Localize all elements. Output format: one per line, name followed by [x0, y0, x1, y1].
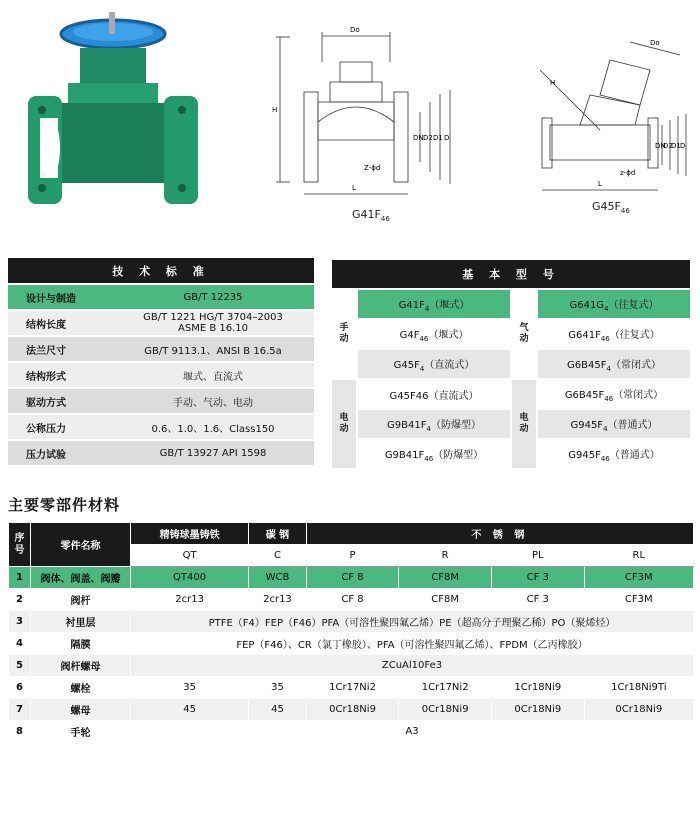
dim-d2: D2 [423, 134, 433, 142]
table-row: 7 螺母 45 45 0Cr18Ni9 0Cr18Ni9 0Cr18Ni9 0Cr18Ni9 [9, 699, 694, 721]
model-cell: $G9B41F_{46}$（防爆型） [357, 439, 511, 469]
model-cell: $G6B45F_4$（常闭式） [537, 349, 691, 379]
model-cell: $G9B41F_4$（防爆型） [357, 409, 511, 439]
dim2-d2: D2 [663, 142, 673, 150]
header-c: 碳 钢 [249, 523, 307, 545]
dim2-z: z-ϕd [620, 169, 636, 177]
table-row: 设计与制造 GB/T 12235 [8, 284, 314, 310]
model-cell: $G41F_4$（堰式） [357, 289, 511, 319]
dim2-do: Do [650, 39, 660, 47]
table-row: 8 手轮 A3 [9, 721, 694, 743]
table-row: 1 阀体、阀盖、阀瓣 QT400 WCB CF 8 CF8M CF 3 CF3M [9, 567, 694, 589]
dim-do: Do [350, 26, 360, 34]
dim2-d1: D1 [671, 142, 681, 150]
caption-g41: $G41F_{46}$ [352, 208, 390, 224]
table-row [331, 379, 691, 409]
dim2-d: D [680, 142, 686, 150]
dim2-dn: DN [655, 142, 666, 150]
basic-models-table [330, 258, 692, 470]
table-row: 3 衬里层 PTFE（F4）FEP（F46）PFA（可溶性聚四氟乙烯）PE（超高分子理聚乙稀）PO（聚烯烃） [9, 611, 694, 633]
models-title: 基 本 型 号 [331, 259, 691, 289]
std-title: 技 术 标 准 [8, 258, 314, 284]
sub-header: C [249, 545, 307, 567]
table-row: 结构形式 堰式、直流式 [8, 362, 314, 388]
sub-header: R [399, 545, 492, 567]
label-electric-right: 电 动 [511, 379, 537, 469]
materials-table [8, 522, 694, 743]
materials-title: 主要零部件材料 [8, 496, 121, 514]
dim-z: Z-ϕd [364, 164, 381, 172]
g41-technical-drawing [270, 22, 470, 202]
label-electric-left: 电 动 [331, 379, 357, 469]
table-row: 6 螺栓 35 35 1Cr17Ni2 1Cr17Ni2 1Cr18Ni9 1Cr18Ni9Ti [9, 677, 694, 699]
header-name: 零件名称 [31, 523, 131, 567]
label-pneumatic: 气 动 [511, 289, 537, 379]
table-row: 驱动方式 手动、气动、电动 [8, 388, 314, 414]
header-ss: 不 锈 钢 [306, 523, 693, 545]
dim2-l: L [598, 180, 602, 188]
sub-header: RL [584, 545, 693, 567]
model-cell: $G45F_4$（直流式） [357, 349, 511, 379]
model-cell: $G945F_{46}$（普通式） [537, 439, 691, 469]
table-row: 2 阀杆 2cr13 2cr13 CF 8 CF8M CF 3 CF3M [9, 589, 694, 611]
label-manual: 手 动 [331, 289, 357, 379]
dim-d1: D1 [433, 134, 443, 142]
model-cell: $G945F_4$（普通式） [537, 409, 691, 439]
dim-l: L [352, 184, 356, 192]
header-no: 序 号 [9, 523, 31, 567]
dim-h: H [272, 106, 278, 114]
table-row: 4 隔膜 FEP（F46）、CR（氯丁橡胶）、PFA（可溶性聚四氟乙烯）、FPDM（乙丙橡胶） [9, 633, 694, 655]
model-cell: $G641G_4$（往复式） [537, 289, 691, 319]
model-cell: G45F46（直流式） [357, 379, 511, 409]
model-cell: $G6B45F_{46}$（常闭式） [537, 379, 691, 409]
table-row: 公称压力 0.6、1.0、1.6、Class150 [8, 414, 314, 440]
valve-photo [10, 8, 215, 213]
sub-header: QT [131, 545, 249, 567]
table-row [331, 289, 691, 319]
table-row: 法兰尺寸 GB/T 9113.1、ANSI B 16.5a [8, 336, 314, 362]
dim-d: D [444, 134, 450, 142]
table-row: 结构长度 GB/T 1221 HG/T 3704–2003 ASME B 16.10 [8, 310, 314, 336]
table-row: 5 阀杆螺母 ZCuAl10Fe3 [9, 655, 694, 677]
technical-standards-table [8, 258, 314, 467]
dim-dn: DN [413, 134, 424, 142]
model-cell: $G4F_{46}$（堰式） [357, 319, 511, 349]
header-qt: 精铸球墨铸铁 [131, 523, 249, 545]
dim2-h: H [550, 79, 556, 87]
model-cell: $G641F_{46}$（往复式） [537, 319, 691, 349]
sub-header: PL [491, 545, 584, 567]
sub-header: P [306, 545, 399, 567]
caption-g45: $G45F_{46}$ [592, 200, 630, 216]
table-row: 压力试验 GB/T 13927 API 1598 [8, 440, 314, 466]
g45-technical-drawing [520, 30, 695, 205]
